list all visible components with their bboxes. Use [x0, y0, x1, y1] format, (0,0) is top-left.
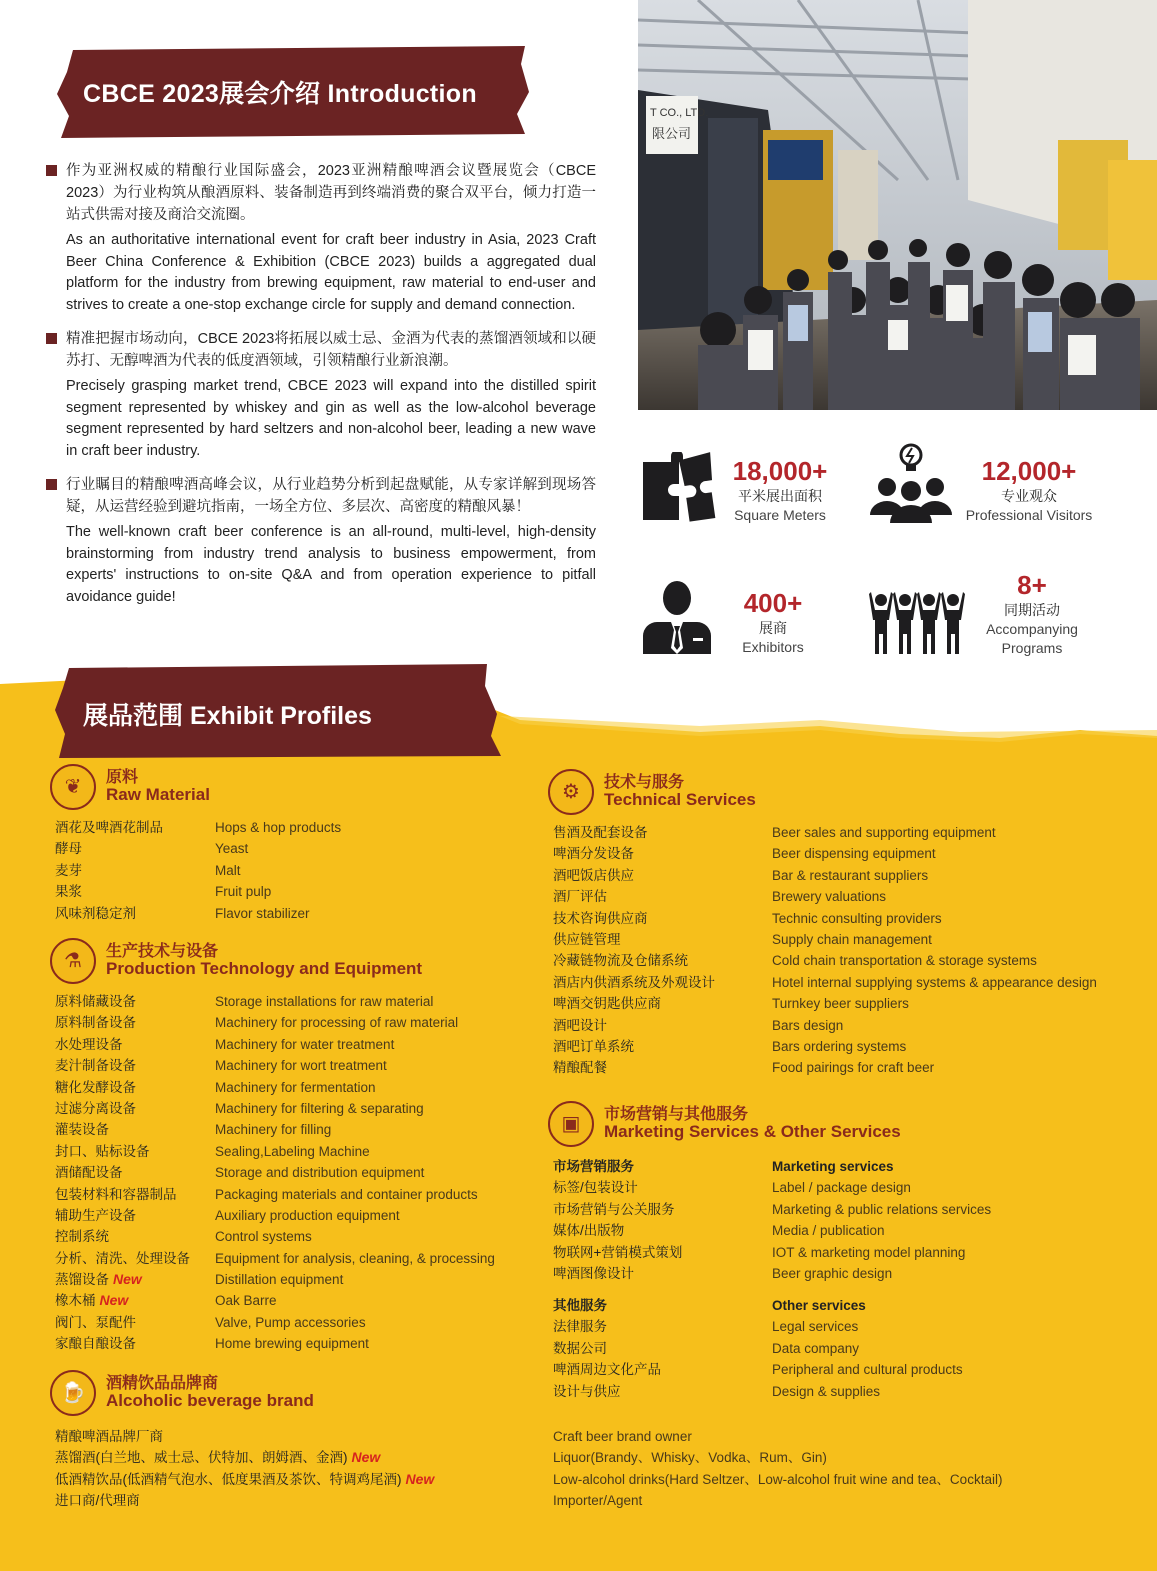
intro-paragraph-zh: 精准把握市场动向，CBCE 2023将拓展以威士忌、金酒为代表的蒸馏酒领域和以硬苏打、无醇啤酒为代表的低度酒领域，引领精酿行业新浪潮。 [66, 331, 596, 369]
production-list [55, 991, 525, 1355]
list-item: 酒吧饭店供应 Bar & restaurant suppliers [553, 867, 929, 883]
list-item: 分析、清洗、处理设备 Equipment for analysis, cleaning, & processing [55, 1250, 495, 1266]
category-title-en: Raw Material [106, 785, 210, 804]
list-item: 媒体/出版物 Media / publication [553, 1223, 885, 1239]
intro-paragraph [46, 474, 596, 608]
category-marketing-services [548, 1101, 988, 1147]
list-item: 控制系统 Control systems [55, 1229, 312, 1245]
list-item: 进口商/代理商 [55, 1493, 140, 1509]
intro-paragraph-en: As an authoritative international event for craft beer industry in Asia, 2023 Craft Beer China Conference & Exhibition (CBCE 2023) builds a aggregated dual platform for the industry from brewing equipment, raw material to end-user and strives to create a one-stop exchange circle for supply and demand connection. [66, 232, 596, 313]
list-item: 供应链管理 Supply chain management [553, 931, 932, 947]
square-bullet-icon [46, 333, 57, 344]
intro-paragraph [46, 160, 596, 316]
list-item: 精酿配餐 Food pairings for craft beer [553, 1060, 935, 1076]
category-title-zh: 生产技术与设备 [106, 943, 219, 960]
list-item: 市场营销与公关服务 Marketing & public relations services [553, 1201, 992, 1217]
marketing-services-list [553, 1156, 1133, 1284]
list-item: 低酒精饮品(低酒精气泡水、低度果酒及茶饮、特调鸡尾酒) New [55, 1470, 435, 1487]
list-item: 酒花及啤酒花制品 Hops & hop products [55, 820, 342, 835]
category-beverage-brand [50, 1370, 490, 1416]
list-item: 酒厂评估 Brewery valuations [553, 889, 887, 905]
stat-professional-visitors [961, 456, 1097, 525]
list-item: Importer/Agent [553, 1493, 643, 1509]
list-item: 麦汁制备设备 Machinery for wort treatment [55, 1058, 387, 1074]
stat-label-en: Programs [1001, 640, 1063, 656]
category-title-zh: 技术与服务 [604, 774, 685, 791]
category-title-zh: 市场营销与其他服务 [604, 1106, 749, 1123]
list-item: 蒸馏设备 New Distillation equipment [55, 1271, 344, 1288]
list-item: 设计与供应 Design & supplies [553, 1383, 881, 1399]
beer-tap-icon: ⚙ [548, 769, 594, 815]
square-bullet-icon [46, 165, 57, 176]
list-item: Liquor(Brandy、Whisky、Vodka、Rum、Gin) [553, 1450, 827, 1466]
people-cheering-icon [869, 590, 965, 656]
list-item: 精酿啤酒品牌厂商 [55, 1429, 163, 1444]
new-badge: New [405, 1470, 435, 1487]
stat-number: 8+ [1017, 570, 1047, 600]
exhibition-hall-photo [638, 0, 1157, 410]
stat-label-en: Professional Visitors [965, 507, 1093, 523]
stat-label-zh: 专业观众 [1001, 488, 1057, 504]
booth-sign-text: T CO., LTD. [650, 107, 709, 119]
list-item: 水处理设备 Machinery for water treatment [55, 1036, 395, 1052]
list-item: 阀门、泵配件 Valve, Pump accessories [55, 1314, 366, 1330]
audience-idea-icon [868, 443, 954, 525]
technical-services-list [553, 822, 1133, 1079]
stat-label-en: Accompanying [986, 621, 1078, 637]
puzzle-icon [641, 452, 717, 522]
category-title-zh: 酒精饮品品牌商 [106, 1375, 219, 1392]
stat-label-en: Exhibitors [742, 639, 804, 655]
list-item: 糖化发酵设备 Machinery for fermentation [55, 1079, 376, 1095]
hop-icon: ❦ [50, 764, 96, 810]
businessman-icon [641, 580, 713, 654]
profiles-title: 展品范围 Exhibit Profiles [83, 702, 372, 730]
list-item: 数据公司 Data company [553, 1340, 860, 1356]
intro-paragraph-en: Precisely grasping market trend, CBCE 2023 will expand into the distilled spirit segment represented by whiskey and gin as well as the low-alcohol beverage segment represented by hard seltzers and non-alcohol beer, leading a new wave in craft beer industry. [66, 378, 596, 459]
list-item: 法律服务 Legal services [553, 1319, 859, 1335]
stat-label-zh: 展商 [759, 620, 787, 636]
category-title-en: Technical Services [604, 790, 756, 809]
stat-number: 18,000+ [732, 456, 828, 486]
list-item: 啤酒分发设备 Beer dispensing equipment [553, 846, 936, 862]
booth-sign-text: 限公司 [652, 127, 692, 142]
category-production [50, 938, 490, 984]
laptop-icon: ▣ [548, 1101, 594, 1147]
list-item: 蒸馏酒(白兰地、威士忌、伏特加、朗姆酒、金酒) New [55, 1449, 381, 1466]
intro-paragraph-en: The well-known craft beer conference is an all-round, multi-level, high-density brainstorming from industry trend analysis to business empowerment, from experts' instructions to on-site Q&A and from operation experience to pitfall avoidance guide! [66, 524, 596, 605]
intro-text [46, 160, 596, 620]
stat-label-zh: 同期活动 [1004, 602, 1060, 618]
list-item: Low-alcohol drinks(Hard Seltzer、Low-alcohol fruit wine and tea、Cocktail) [553, 1471, 1003, 1487]
list-item: 啤酒交钥匙供应商 Turnkey beer suppliers [553, 996, 909, 1012]
profiles-banner [55, 664, 503, 760]
list-item: 售酒及配套设备 Beer sales and supporting equipment [553, 825, 996, 840]
list-item: 技术咨询供应商 Technic consulting providers [553, 910, 942, 926]
list-item: 风味剂稳定剂 Flavor stabilizer [55, 905, 310, 921]
list-item: 橡木桶 New Oak Barre [55, 1292, 277, 1309]
intro-title: CBCE 2023展会介绍 Introduction [83, 80, 477, 108]
list-item: 果浆 Fruit pulp [55, 884, 272, 900]
subheading: 市场营销服务 Marketing services [553, 1159, 894, 1174]
list-item: Craft beer brand owner [553, 1429, 692, 1444]
other-services-list [553, 1295, 1133, 1402]
list-item: 原料储藏设备 Storage installations for raw material [55, 994, 434, 1009]
list-item: 过滤分离设备 Machinery for filtering & separating [55, 1100, 424, 1116]
intro-banner [55, 44, 530, 140]
list-item: 酒吧订单系统 Bars ordering systems [553, 1038, 907, 1054]
intro-paragraph-zh: 作为亚洲权威的精酿行业国际盛会，2023亚洲精酿啤酒会议暨展览会（CBCE 2023）为行业构筑从酿酒原料、装备制造再到终端消费的聚合双平台，倾力打造一站式供需对接及商洽交流圈。 [66, 163, 596, 223]
list-item: 酒店内供酒系统及外观设计 Hotel internal supplying systems & appearance design [553, 974, 1097, 990]
list-item: 标签/包装设计 Label / package design [553, 1180, 911, 1196]
list-item: 物联网+营销模式策划 IOT & marketing model planning [553, 1244, 966, 1260]
list-item: 酵母 Yeast [55, 841, 249, 857]
list-item: 酒储配设备 Storage and distribution equipment [55, 1165, 425, 1181]
stat-label-en: Square Meters [734, 507, 826, 523]
new-badge: New [113, 1271, 142, 1288]
brewing-tank-icon: ⚗ [50, 938, 96, 984]
list-item: 麦芽 Malt [55, 862, 241, 878]
list-item: 包装材料和容器制品 Packaging materials and container products [55, 1186, 478, 1202]
beverage-brand-list-en [553, 1426, 1113, 1512]
new-badge: New [351, 1449, 381, 1466]
list-item: 封口、贴标设备 Sealing,Labeling Machine [55, 1143, 370, 1159]
intro-paragraph [46, 328, 596, 462]
category-title-en: Alcoholic beverage brand [106, 1391, 314, 1410]
category-title-en: Production Technology and Equipment [106, 959, 423, 978]
list-item: 辅助生产设备 Auxiliary production equipment [55, 1207, 400, 1223]
category-raw-material [50, 764, 490, 810]
stat-number: 400+ [743, 588, 803, 618]
category-technical-services [548, 769, 988, 815]
list-item: 家酿自酿设备 Home brewing equipment [55, 1336, 369, 1352]
stat-square-meters [726, 456, 834, 525]
list-item: 冷藏链物流及仓储系统 Cold chain transportation & storage systems [553, 953, 1037, 969]
raw-material-list [55, 817, 515, 924]
intro-paragraph-zh: 行业瞩目的精酿啤酒高峰会议，从行业趋势分析到起盘赋能，从专家详解到现场答疑，从运营经验到避坑指南，一场全方位、多层次、高密度的精酿风暴！ [66, 477, 596, 515]
new-badge: New [99, 1292, 129, 1309]
stat-accompanying-programs [976, 570, 1088, 658]
list-item: 原料制备设备 Machinery for processing of raw material [55, 1015, 459, 1031]
stat-label-zh: 平米展出面积 [738, 488, 822, 504]
list-item: 灌装设备 Machinery for filling [55, 1122, 332, 1138]
subheading: 其他服务 Other services [553, 1298, 866, 1313]
list-item: 啤酒图像设计 Beer graphic design [553, 1265, 893, 1281]
category-title-en: Marketing Services & Other Services [604, 1122, 901, 1141]
list-item: 酒吧设计 Bars design [553, 1017, 844, 1033]
category-title-zh: 原料 [106, 769, 139, 786]
beer-mug-icon: 🍺 [50, 1370, 96, 1416]
square-bullet-icon [46, 479, 57, 490]
stat-exhibitors [726, 588, 820, 657]
beverage-brand-list-zh [55, 1426, 525, 1512]
list-item: 啤酒周边文化产品 Peripheral and cultural products [553, 1362, 963, 1378]
stat-number: 12,000+ [981, 456, 1077, 486]
